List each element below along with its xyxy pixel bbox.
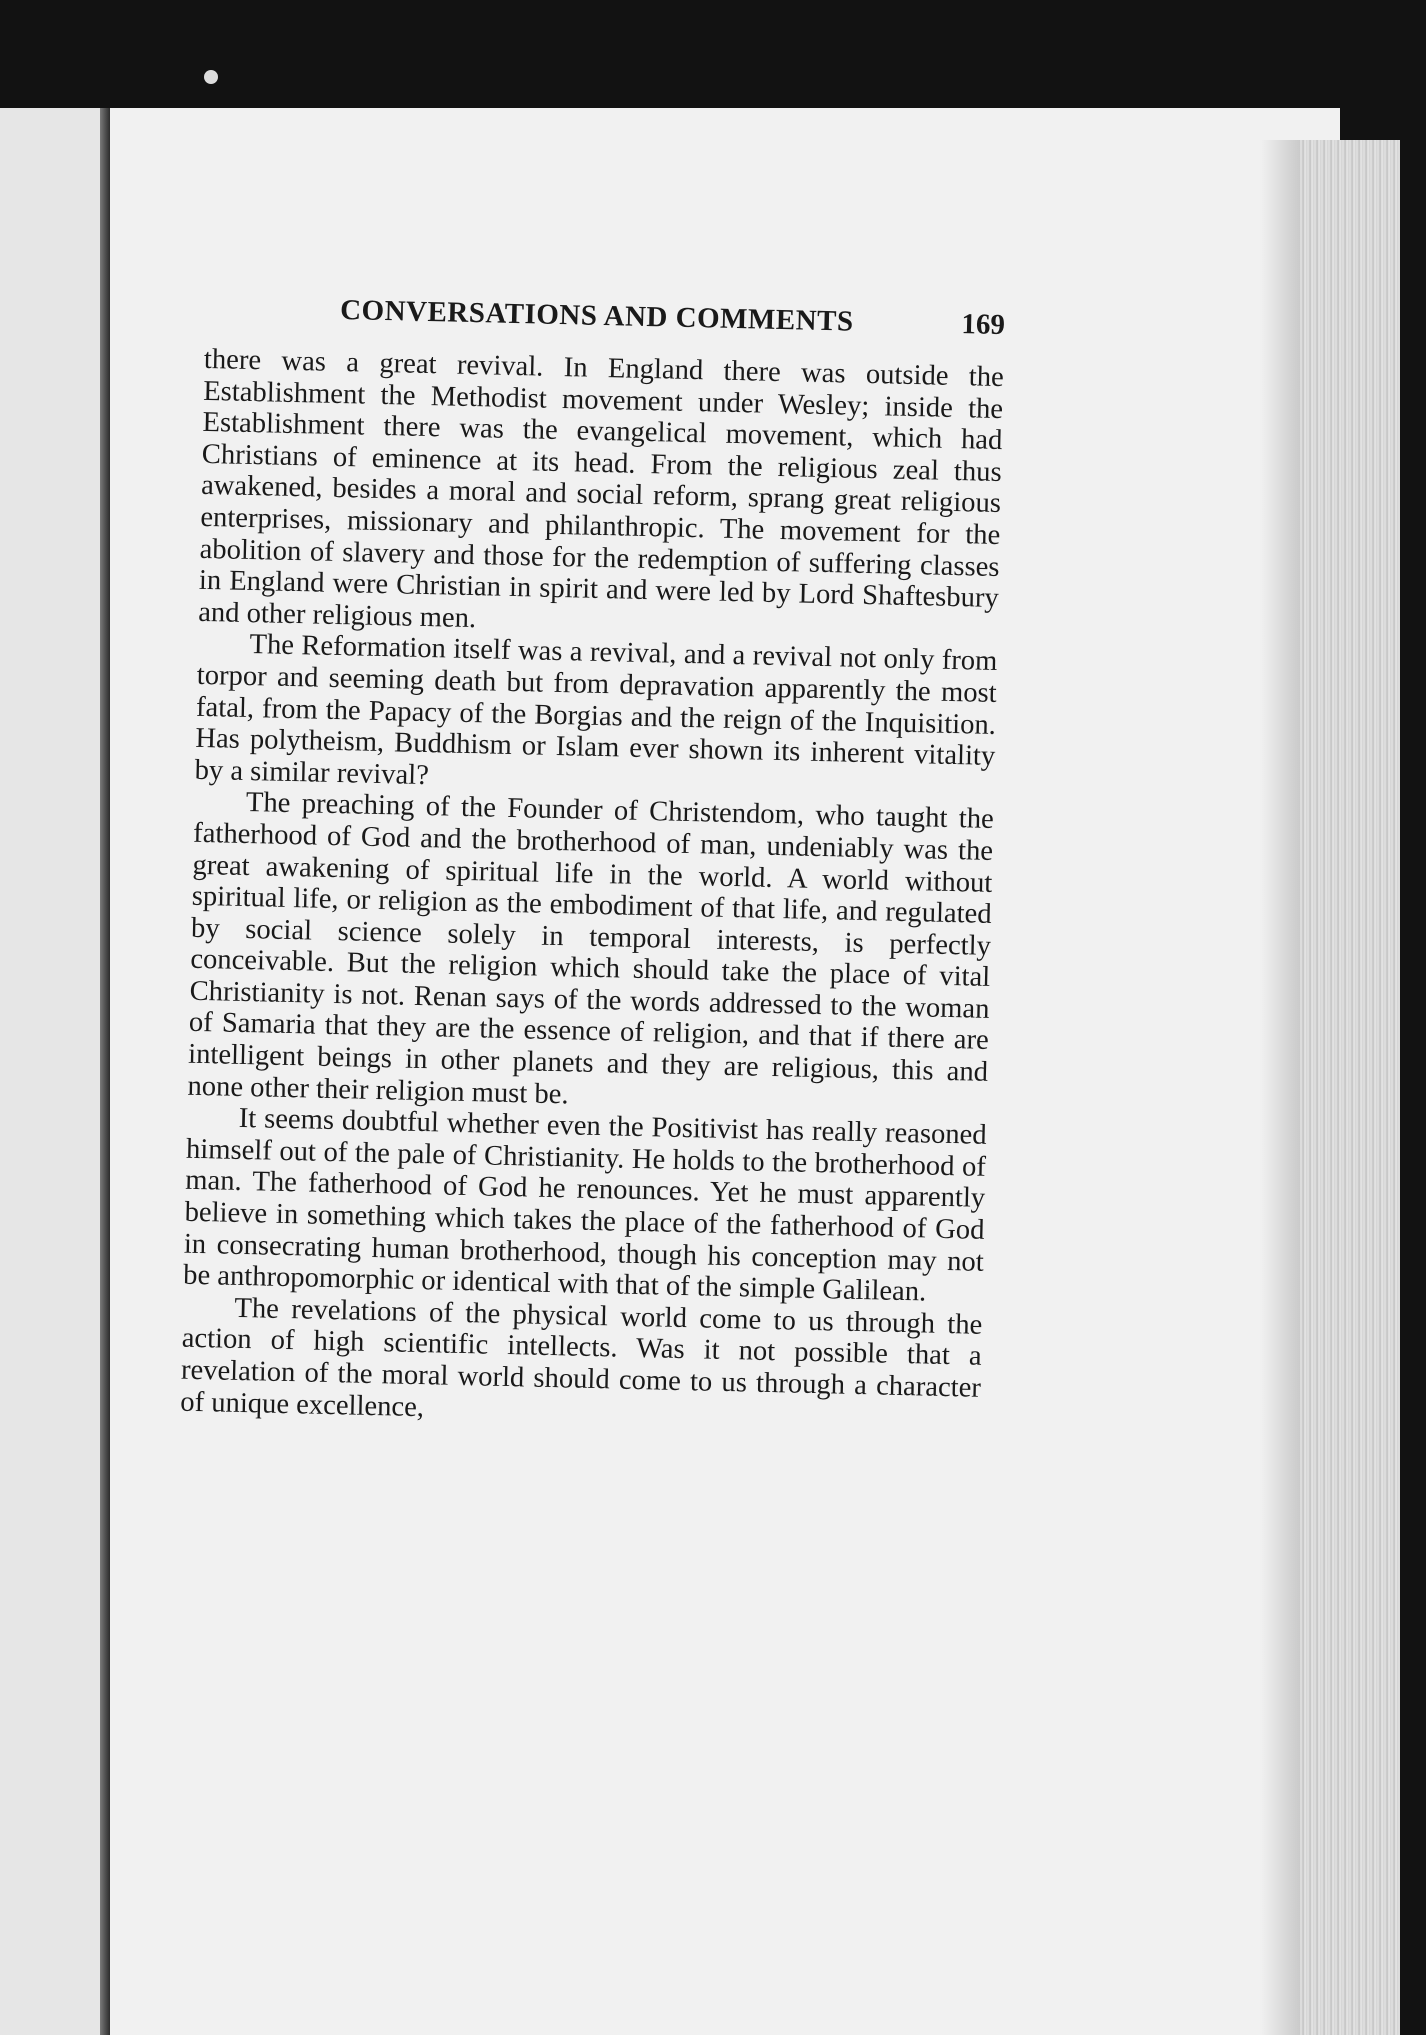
dust-speck xyxy=(204,70,218,84)
page-number: 169 xyxy=(961,308,1006,342)
page-text-block xyxy=(180,291,1005,1436)
paragraph: It seems doubtful whether even the Positivist has really reasoned himself out of the pale of Christianity. He holds to the brotherhood of man. The fatherhood of God he renounces. Yet he must apparently believe in something which takes the place of the fatherhood of God in consecrating human brotherhood, though his conception may not be anthropomorphic or identical with that of the simple Galilean. xyxy=(182,1103,987,1308)
running-title: CONVERSATIONS AND COMMENTS xyxy=(339,293,854,338)
paragraph: The revelations of the physical world come to us through the action of high scientific intellects. Was it not possible that a revelation of the moral world should come to us through a character of unique excellence, xyxy=(179,1292,983,1423)
paragraph: there was a great revival. In England there was outside the Establishment the Methodist movement under Wesley; inside the Establishment there was the evangelical movement, which had Christians of eminence at its head. From the religious zeal thus awakened, besides a moral and social reform, sprang great religious enterprises, missionary and philanthropic. The movement for the abolition of slavery and those for the redemption of suffering classes in England were Christian in spirit and were led by Lord Shaftesbury and other religious men. xyxy=(197,343,1005,634)
book-gutter xyxy=(100,108,110,2035)
facing-page-edge xyxy=(0,108,100,2035)
page-stack-edge xyxy=(1300,140,1400,2035)
paragraph: The preaching of the Founder of Christendom, who taught the fatherhood of God and the brotherhood of man, undeniably was the great awakening of spiritual life in the world. A world without spiritual life, or religion as the embodiment of that life, and regulated by social science solely in temporal interests, is perfectly conceivable. But the religion which should take the place of vital Christianity is not. Renan says of the words addressed to the woman of Samaria that they are the essence of religion, and that if there are intelligent beings in other planets and they are religious, this and none other their religion must be. xyxy=(187,787,995,1111)
paragraph: The Reformation itself was a revival, and a revival not only from torpor and seeming death but from depravation apparently the most fatal, from the Papacy of the Borgias and the reign of the Inquisition. Has polytheism, Buddhism or Islam ever shown its inherent vitality by a similar revival? xyxy=(194,629,998,791)
